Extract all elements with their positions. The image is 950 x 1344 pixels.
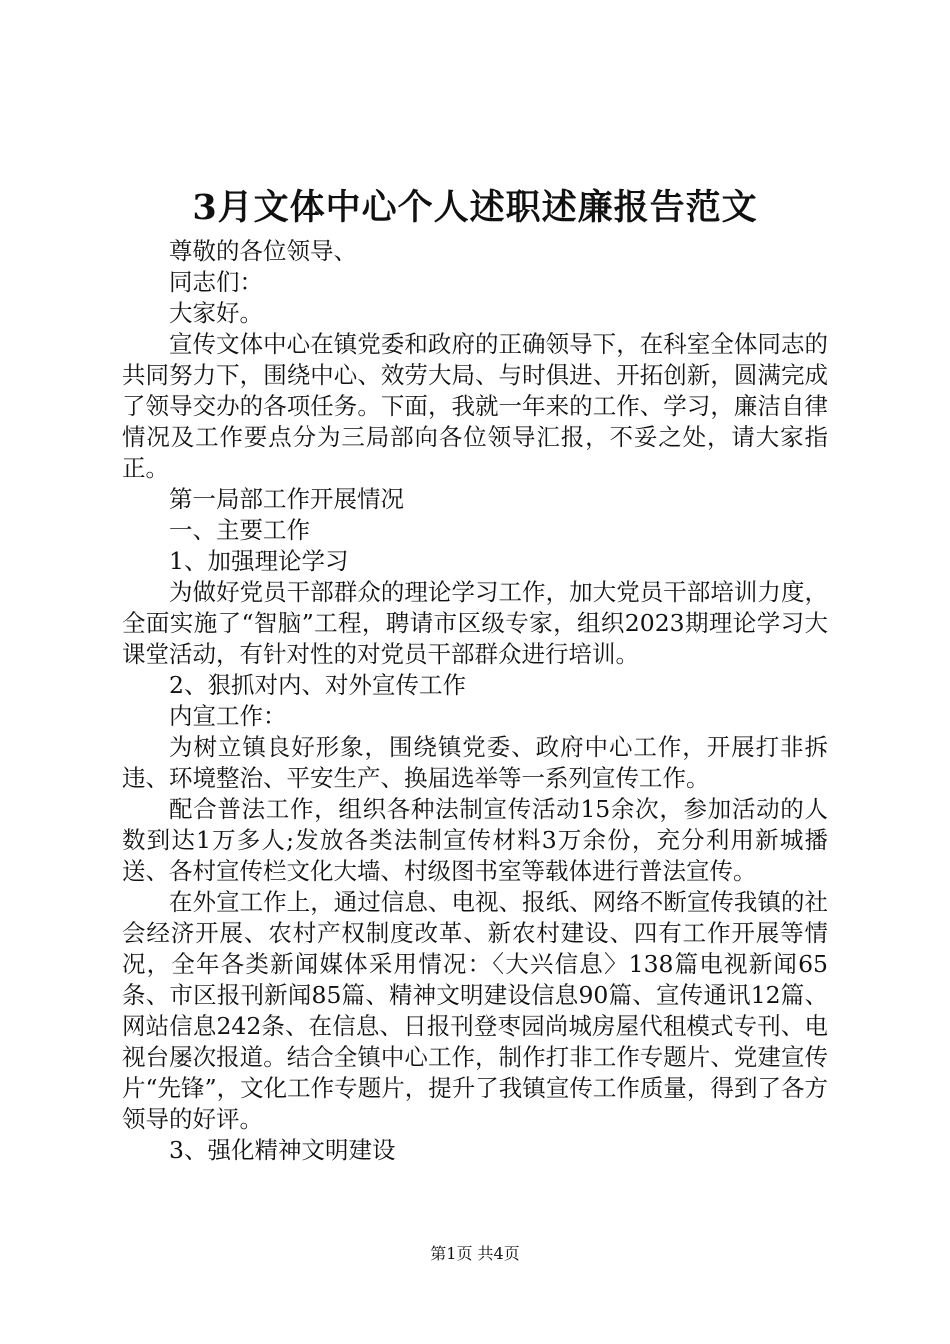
paragraph-internal-publicity: 为树立镇良好形象，围绕镇党委、政府中心工作，开展打非拆违、环境整治、平安生产、换届选举等一系列宣传工作。	[122, 733, 828, 792]
paragraph-intro: 宣传文体中心在镇党委和政府的正确领导下，在科室全体同志的共同努力下，围绕中心、效劳大局、与时俱进、开拓创新，圆满完成了领导交办的各项任务。下面，我就一年来的工作、学习，廉洁自律情况及工作要点分为三局部向各位领导汇报，不妥之处，请大家指正。	[122, 330, 828, 482]
item-heading-theory-study: 1、加强理论学习	[169, 547, 349, 575]
paragraph-theory-study: 为做好党员干部群众的理论学习工作，加大党员干部培训力度，全面实施了“智脑”工程，聘请市区级专家，组织2023期理论学习大课堂活动，有针对性的对党员干部群众进行培训。	[122, 578, 828, 668]
paragraph-external-publicity: 在外宣工作上，通过信息、电视、报纸、网络不断宣传我镇的社会经济开展、农村产权制度改革、新农村建设、四有工作开展等情况，全年各类新闻媒体采用情况：〈大兴信息〉138篇电视新闻65条、市区报刊新闻85篇、精神文明建设信息90篇、宣传通讯12篇、网站信息242条、在信息、日报刊登枣园尚城房屋代租模式专刊、电视台屡次报道。结合全镇中心工作，制作打非工作专题片、党建宣传片“先锋”，文化工作专题片，提升了我镇宣传工作质量，得到了各方领导的好评。	[122, 888, 828, 1133]
document-title: 3月文体中心个人述职述廉报告范文	[192, 187, 758, 228]
document-body	[122, 236, 828, 1166]
item-heading-publicity: 2、狠抓对内、对外宣传工作	[169, 671, 466, 699]
paragraph-salutation-2: 同志们：	[169, 268, 263, 296]
subheading-internal-publicity: 内宣工作：	[169, 702, 287, 730]
item-heading-civilization: 3、强化精神文明建设	[169, 1136, 396, 1164]
section-heading-main-work: 一、主要工作	[169, 516, 310, 544]
paragraph-salutation-1: 尊敬的各位领导、	[169, 237, 357, 265]
paragraph-legal-publicity: 配合普法工作，组织各种法制宣传活动15余次，参加活动的人数到达1万多人;发放各类法制宣传材料3万余份，充分利用新城播送、各村宣传栏文化大墙、村级图书室等载体进行普法宣传。	[122, 795, 828, 885]
section-heading-part-one: 第一局部工作开展情况	[169, 485, 404, 513]
page-footer: 第1页 共4页	[430, 1244, 520, 1263]
paragraph-greeting: 大家好。	[169, 299, 263, 327]
